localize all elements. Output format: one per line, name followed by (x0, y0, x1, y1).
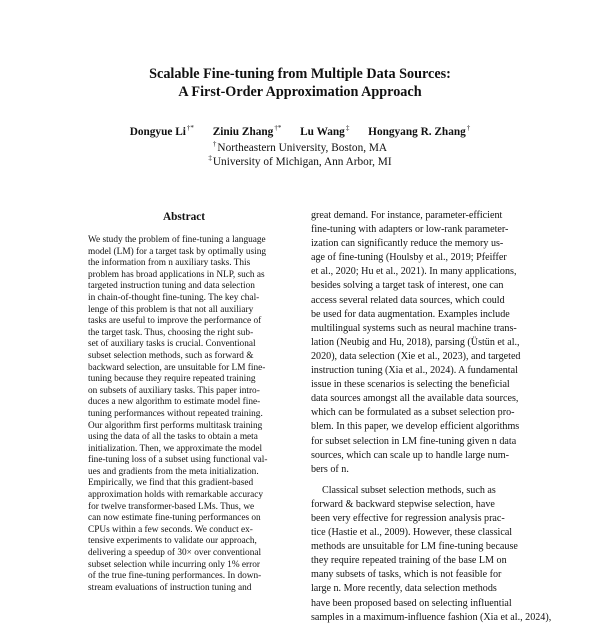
text-line: CPUs within a few seconds. We conduct ex- (88, 524, 253, 535)
text-line: for subset selection in LM fine-tuning given n data (311, 435, 517, 447)
text-line: multilingual systems such as neural machine trans- (311, 322, 517, 334)
text-line: samples in a maximum-influence fashion (Xia et al., 2024), (311, 611, 552, 623)
author: Lu Wang‡ (300, 124, 350, 138)
text-line: approximation holds with remarkable accuracy (88, 490, 264, 501)
author: Ziniu Zhang†* (212, 124, 282, 138)
text-line: besides solving a target task of interest, one can (311, 280, 504, 292)
text-line: Empirically, we find that this gradient-based (88, 478, 254, 489)
text-line: great demand. For instance, parameter-efficient (311, 210, 503, 221)
text-line: tuning because they require repeated training (88, 374, 256, 385)
text-line: bers of n. (311, 463, 349, 475)
text-line: fine-tuning with adapters or low-rank parameter- (311, 224, 509, 236)
text-line: in chain-of-thought fine-tuning. The key chal- (88, 292, 260, 303)
title-line-2: A First-Order Approximation Approach (178, 84, 422, 100)
text-line: tuning performances without repeated training. (88, 408, 263, 419)
text-line: ues and gradients from the meta initialization. (88, 466, 259, 477)
author: Hongyang R. Zhang† (368, 124, 471, 138)
text-line: problem has broad applications in NLP, such as (88, 269, 265, 280)
text-line: lenge of this problem is that not all auxiliary (88, 304, 254, 315)
author-list (0, 124, 600, 138)
paragraph (311, 484, 552, 625)
text-line: We study the problem of fine-tuning a language (88, 235, 266, 245)
text-line: age of fine-tuning (Houlsby et al., 2019; Pfeiffer (311, 252, 507, 264)
body-column (311, 209, 552, 625)
text-line: on subsets of auxiliary tasks. This paper intro- (88, 385, 260, 396)
text-line: data sources amongst all the available data sources, (311, 393, 519, 405)
text-line: initialization. Then, we approximate the model (88, 443, 263, 454)
text-line: using the data of all the tasks to obtain a meta (88, 432, 258, 443)
affiliation: †Northeastern University, Boston, MA (212, 140, 388, 154)
text-line: they require repeated training of the base LM on (311, 555, 507, 567)
text-line: tensive experiments to validate our approach, (88, 536, 257, 547)
title-line-1: Scalable Fine-tuning from Multiple Data Sources: (149, 66, 451, 82)
text-line: the target task. Thus, choosing the right sub- (88, 327, 254, 338)
text-line: fine-tuning loss of a subset using functional val- (88, 455, 268, 466)
text-line: access several related data sources, which could (311, 294, 505, 306)
text-line: tasks are useful to improve the performance of (88, 316, 262, 327)
text-line: tice (Hastie et al., 2009). However, these classical (311, 527, 513, 539)
paper-title (0, 65, 600, 101)
text-line: ization can significantly reduce the memory us- (311, 238, 504, 250)
text-line: delivering a speedup of 30× over conventional (88, 548, 262, 559)
text-line: stream evaluations of instruction tuning and (88, 582, 252, 593)
text-line: blem. In this paper, we develop efficient algorithms (311, 421, 520, 433)
abstract-heading: Abstract (162, 211, 206, 223)
text-line: been very effective for regression analysis prac- (311, 512, 505, 524)
paragraph (311, 209, 526, 477)
author: Dongyue Li†* (129, 124, 194, 138)
text-line: large n. More recently, data selection methods (311, 583, 497, 595)
text-line: can now estimate fine-tuning performances on (88, 513, 261, 524)
text-line: methods are unsuitable for LM fine-tuning because (311, 541, 518, 553)
text-line: of the true fine-tuning performances. In down- (88, 571, 262, 582)
text-line: et al., 2020; Hu et al., 2021). In many applications, (311, 266, 517, 278)
text-line: for twelve transformer-based LMs. Thus, we (88, 501, 255, 512)
text-line: which can be formulated as a subset selection pro- (311, 407, 515, 419)
text-line: subset selection while incurring only 1% error (88, 559, 260, 570)
text-line: the information from n auxiliary tasks. This (88, 258, 251, 269)
text-line: be used for data augmentation. Examples include (311, 308, 510, 320)
text-line: Our algorithm first performs multitask training (88, 420, 263, 431)
text-line: model (LM) for a target task by optimally using (88, 246, 266, 257)
text-line: Classical subset selection methods, such as (322, 484, 496, 496)
text-line: set of auxiliary tasks is crucial. Conventional (88, 339, 256, 350)
abstract-body (88, 235, 288, 594)
text-line: issue in these scenarios is selecting the beneficial (311, 379, 510, 391)
text-line: forward & backward stepwise selection, have (311, 498, 495, 510)
text-line: many subsets of tasks, which is not feasible for (311, 569, 502, 581)
text-line: subset selection methods, such as forward & (88, 350, 254, 361)
text-line: backward selection, are unsuitable for LM fine- (88, 362, 266, 373)
text-line: instruction tuning (Xia et al., 2024). A fundamental (311, 365, 518, 377)
text-line: lation (Neubig and Hu, 2018), parsing (Üstün et al., (311, 336, 520, 348)
affiliation: ‡University of Michigan, Ann Arbor, MI (208, 154, 392, 168)
text-line: targeted instruction tuning and data selection (88, 281, 255, 292)
text-line: sources, which can scale up to handle large num- (311, 449, 509, 461)
text-line: 2020), data selection (Xie et al., 2023), and targeted (311, 350, 521, 362)
text-line: duces a new algorithm to estimate model fine- (88, 397, 261, 408)
text-line: have been proposed based on selecting influential (311, 597, 512, 609)
